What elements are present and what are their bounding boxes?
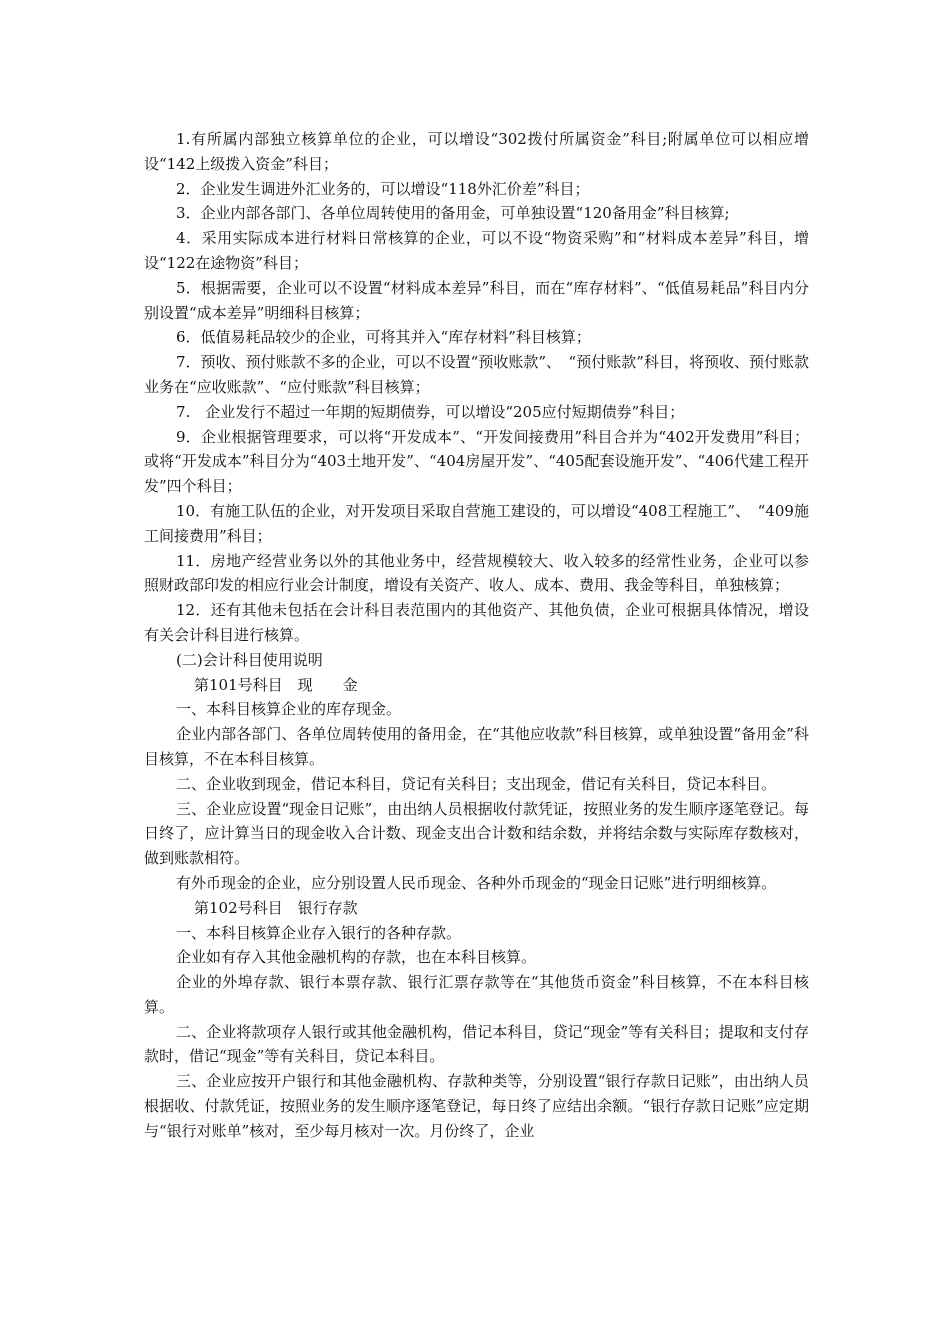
paragraph: 一、本科目核算企业的库存现金。 [176,700,402,719]
paragraph: 有外币现金的企业，应分别设置人民币现金、各种外币现金的“现金日记账”进行明细核算。 [176,873,777,892]
paragraph: 2．企业发生调进外汇业务的，可以增设“118外汇价差”科目； [176,179,590,198]
paragraph: 9．企业根据管理要求，可以将“开发成本”、“开发间接费用”科目合并为“402开发费用”科目；或将“开发成本”科目分为“403土地开发”、“404房屋开发”、“405配套设施开发”、“406代建工程开发”四个科目； [144,427,809,496]
document-body [144,127,809,1144]
paragraph: 1.有所属内部独立核算单位的企业，可以增设“302拨付所属资金”科目;附属单位可以相应增设“142上级拨入资金”科目； [144,130,809,173]
subject-title: 第102号科目 银行存款 [194,898,358,917]
paragraph: 11．房地产经营业务以外的其他业务中，经营规模较大、收入较多的经常性业务，企业可以参照财政部印发的相应行业会计制度，增设有关资产、收人、成本、费用、我金等科目，单独核算； [144,551,809,595]
paragraph: 6．低值易耗品较少的企业，可将其并入“库存材料”科目核算； [176,328,591,347]
paragraph: 三、企业应设置“现金日记账”，由出纳人员根据收付款凭证，按照业务的发生顺序逐笔登记。每日终了，应计算当日的现金收入合计数、现金支出合计数和结余数，并将结余数与实际库存数核对，做到账款相符。 [144,799,809,868]
paragraph: 企业内部各部门、各单位周转使用的备用金，在“其他应收款”科目核算，或单独设置“备用金”科目核算，不在本科目核算。 [144,725,809,768]
paragraph: 10．有施工队伍的企业，对开发项目采取自营施工建设的，可以增设“408工程施工”、 “409施工间接费用”科目； [144,501,809,545]
paragraph: 3．企业内部各部门、各单位周转使用的备用金，可单独设置“120备用金”科目核算; [176,204,730,223]
paragraph: 5．根据需要，企业可以不设置“材料成本差异”科目，而在“库存材料”、“低值易耗品”科目内分别设置“成本差异”明细科目核算； [144,278,809,322]
paragraph: 企业的外埠存款、银行本票存款、银行汇票存款等在“其他货币资金”科目核算，不在本科目核算。 [144,973,809,1016]
paragraph: 7. 企业发行不超过一年期的短期债券，可以增设“205应付短期债券”科目； [176,402,685,421]
paragraph: 二、企业收到现金，借记本科目，贷记有关科目；支出现金，借记有关科目，贷记本科目。 [176,774,777,793]
paragraph: 企业如有存入其他金融机构的存款，也在本科目核算。 [176,948,537,967]
paragraph: 4．采用实际成本进行材料日常核算的企业，可以不设“物资采购”和“材料成本差异”科目，增设“122在途物资”科目； [144,229,809,272]
paragraph: 一、本科目核算企业存入银行的各种存款。 [176,923,462,942]
paragraph: 三、企业应按开户银行和其他金融机构、存款种类等，分别设置“银行存款日记账”，由出纳人员根据收、付款凭证，按照业务的发生顺序逐笔登记，每日终了应结出余额。“银行存款日记账”应定期与“银行对账单”核对，至少每月核对一次。月份终了，企业 [144,1072,809,1140]
paragraph: 12．还有其他未包括在会计科目表范围内的其他资产、其他负债，企业可根据具体情况，增设有关会计科目进行核算。 [144,601,809,644]
subject-title: 第101号科目 现 金 [194,675,358,694]
paragraph: 7．预收、预付账款不多的企业，可以不设置“预收账款”、 “预付账款”科目，将预收、预付账款业务在“应收账款”、“应付账款”科目核算； [144,353,809,396]
paragraph: 二、企业将款项存人银行或其他金融机构，借记本科目，贷记“现金”等有关科目；提取和支付存款时，借记“现金”等有关科目，贷记本科目。 [144,1022,809,1066]
section-heading: (二)会计科目使用说明 [176,650,323,669]
